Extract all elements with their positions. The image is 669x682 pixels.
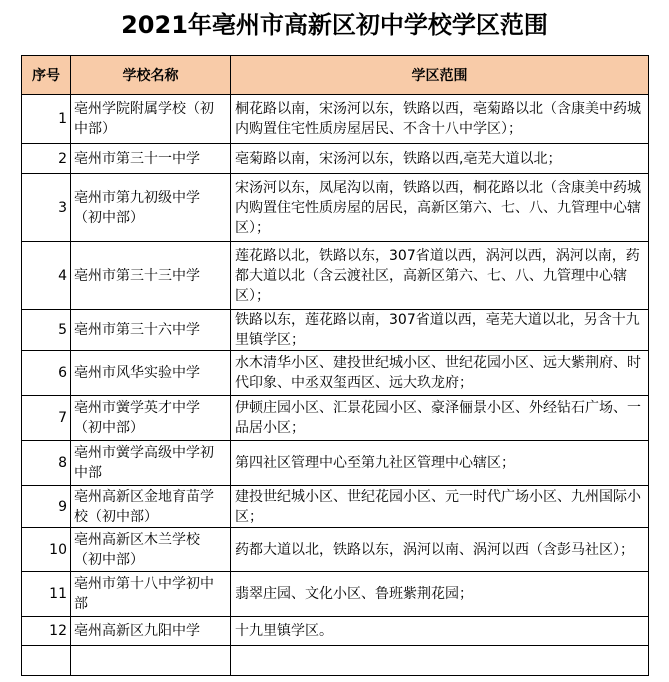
row-school: 亳州高新区金地育苗学校（初中部）: [71, 486, 231, 528]
row-scope: 莲花路以北，铁路以东，307省道以西，涡河以西，涡河以南，药都大道以北（含云渡社区，高新区第六、七、八、九管理中心辖区）；: [231, 242, 649, 310]
table-row: [22, 242, 649, 310]
row-scope: 伊顿庄园小区、汇景花园小区、豪泽俪景小区、外经钻石广场、一品居小区；: [231, 396, 649, 441]
row-school: 亳州学院附属学校（初中部）: [71, 95, 231, 144]
empty-cell: [71, 646, 231, 676]
row-num: 8: [22, 441, 71, 486]
header-scope: 学区范围: [231, 56, 649, 95]
table-row: [22, 572, 649, 617]
row-num: 9: [22, 486, 71, 528]
row-num: 1: [22, 95, 71, 144]
row-school: 亳州市风华实验中学: [71, 351, 231, 396]
table-row: [22, 617, 649, 646]
row-scope: 翡翠庄园、文化小区、鲁班紫荆花园；: [231, 572, 649, 617]
table-row: [22, 144, 649, 174]
table-row: [22, 528, 649, 572]
row-school: 亳州高新区木兰学校（初中部）: [71, 528, 231, 572]
row-scope: 药都大道以北，铁路以东，涡河以南、涡河以西（含彭马社区）；: [231, 528, 649, 572]
row-num: 5: [22, 310, 71, 351]
empty-cell: [231, 646, 649, 676]
row-school: 亳州市第十八中学初中部: [71, 572, 231, 617]
row-num: 10: [22, 528, 71, 572]
row-num: 2: [22, 144, 71, 174]
row-school: 亳州市黉学高级中学初中部: [71, 441, 231, 486]
table-row: [22, 310, 649, 351]
row-num: 12: [22, 617, 71, 646]
row-num: 6: [22, 351, 71, 396]
row-scope: 第四社区管理中心至第九社区管理中心辖区；: [231, 441, 649, 486]
school-district-table: [21, 55, 649, 676]
row-school: 亳州市第三十六中学: [71, 310, 231, 351]
table-row: [22, 351, 649, 396]
row-scope: 桐花路以南，宋汤河以东，铁路以西，亳菊路以北（含康美中药城内购置住宅性质房屋居民、不含十八中学区）；: [231, 95, 649, 144]
row-scope: 宋汤河以东，凤尾沟以南，铁路以西，桐花路以北（含康美中药城内购置住宅性质房屋的居民，高新区第六、七、八、九管理中心辖区）；: [231, 174, 649, 242]
row-scope: 亳菊路以南，宋汤河以东，铁路以西,亳芜大道以北；: [231, 144, 649, 174]
row-school: 亳州市黉学英才中学（初中部）: [71, 396, 231, 441]
page-title: 2021年亳州市高新区初中学校学区范围: [121, 11, 548, 39]
empty-cell: [22, 646, 71, 676]
header-school: 学校名称: [71, 56, 231, 95]
table-row: [22, 95, 649, 144]
table-row: [22, 441, 649, 486]
row-school: 亳州市第九初级中学（初中部）: [71, 174, 231, 242]
row-school: 亳州市第三十一中学: [71, 144, 231, 174]
row-school: 亳州高新区九阳中学: [71, 617, 231, 646]
row-num: 4: [22, 242, 71, 310]
table-row: [22, 486, 649, 528]
row-num: 3: [22, 174, 71, 242]
header-num: 序号: [22, 56, 71, 95]
row-scope: 建投世纪城小区、世纪花园小区、元一时代广场小区、九州国际小区；: [231, 486, 649, 528]
row-scope: 铁路以东，莲花路以南，307省道以西，亳芜大道以北，另含十九里镇学区；: [231, 310, 649, 351]
row-num: 11: [22, 572, 71, 617]
row-scope: 水木清华小区、建投世纪城小区、世纪花园小区、远大紫荆府、时代印象、中丞双玺西区、远大玖龙府；: [231, 351, 649, 396]
table-header-row: [22, 56, 649, 95]
table-row-empty: [22, 646, 649, 676]
row-num: 7: [22, 396, 71, 441]
row-scope: 十九里镇学区。: [231, 617, 649, 646]
table-row: [22, 174, 649, 242]
row-school: 亳州市第三十三中学: [71, 242, 231, 310]
table-row: [22, 396, 649, 441]
